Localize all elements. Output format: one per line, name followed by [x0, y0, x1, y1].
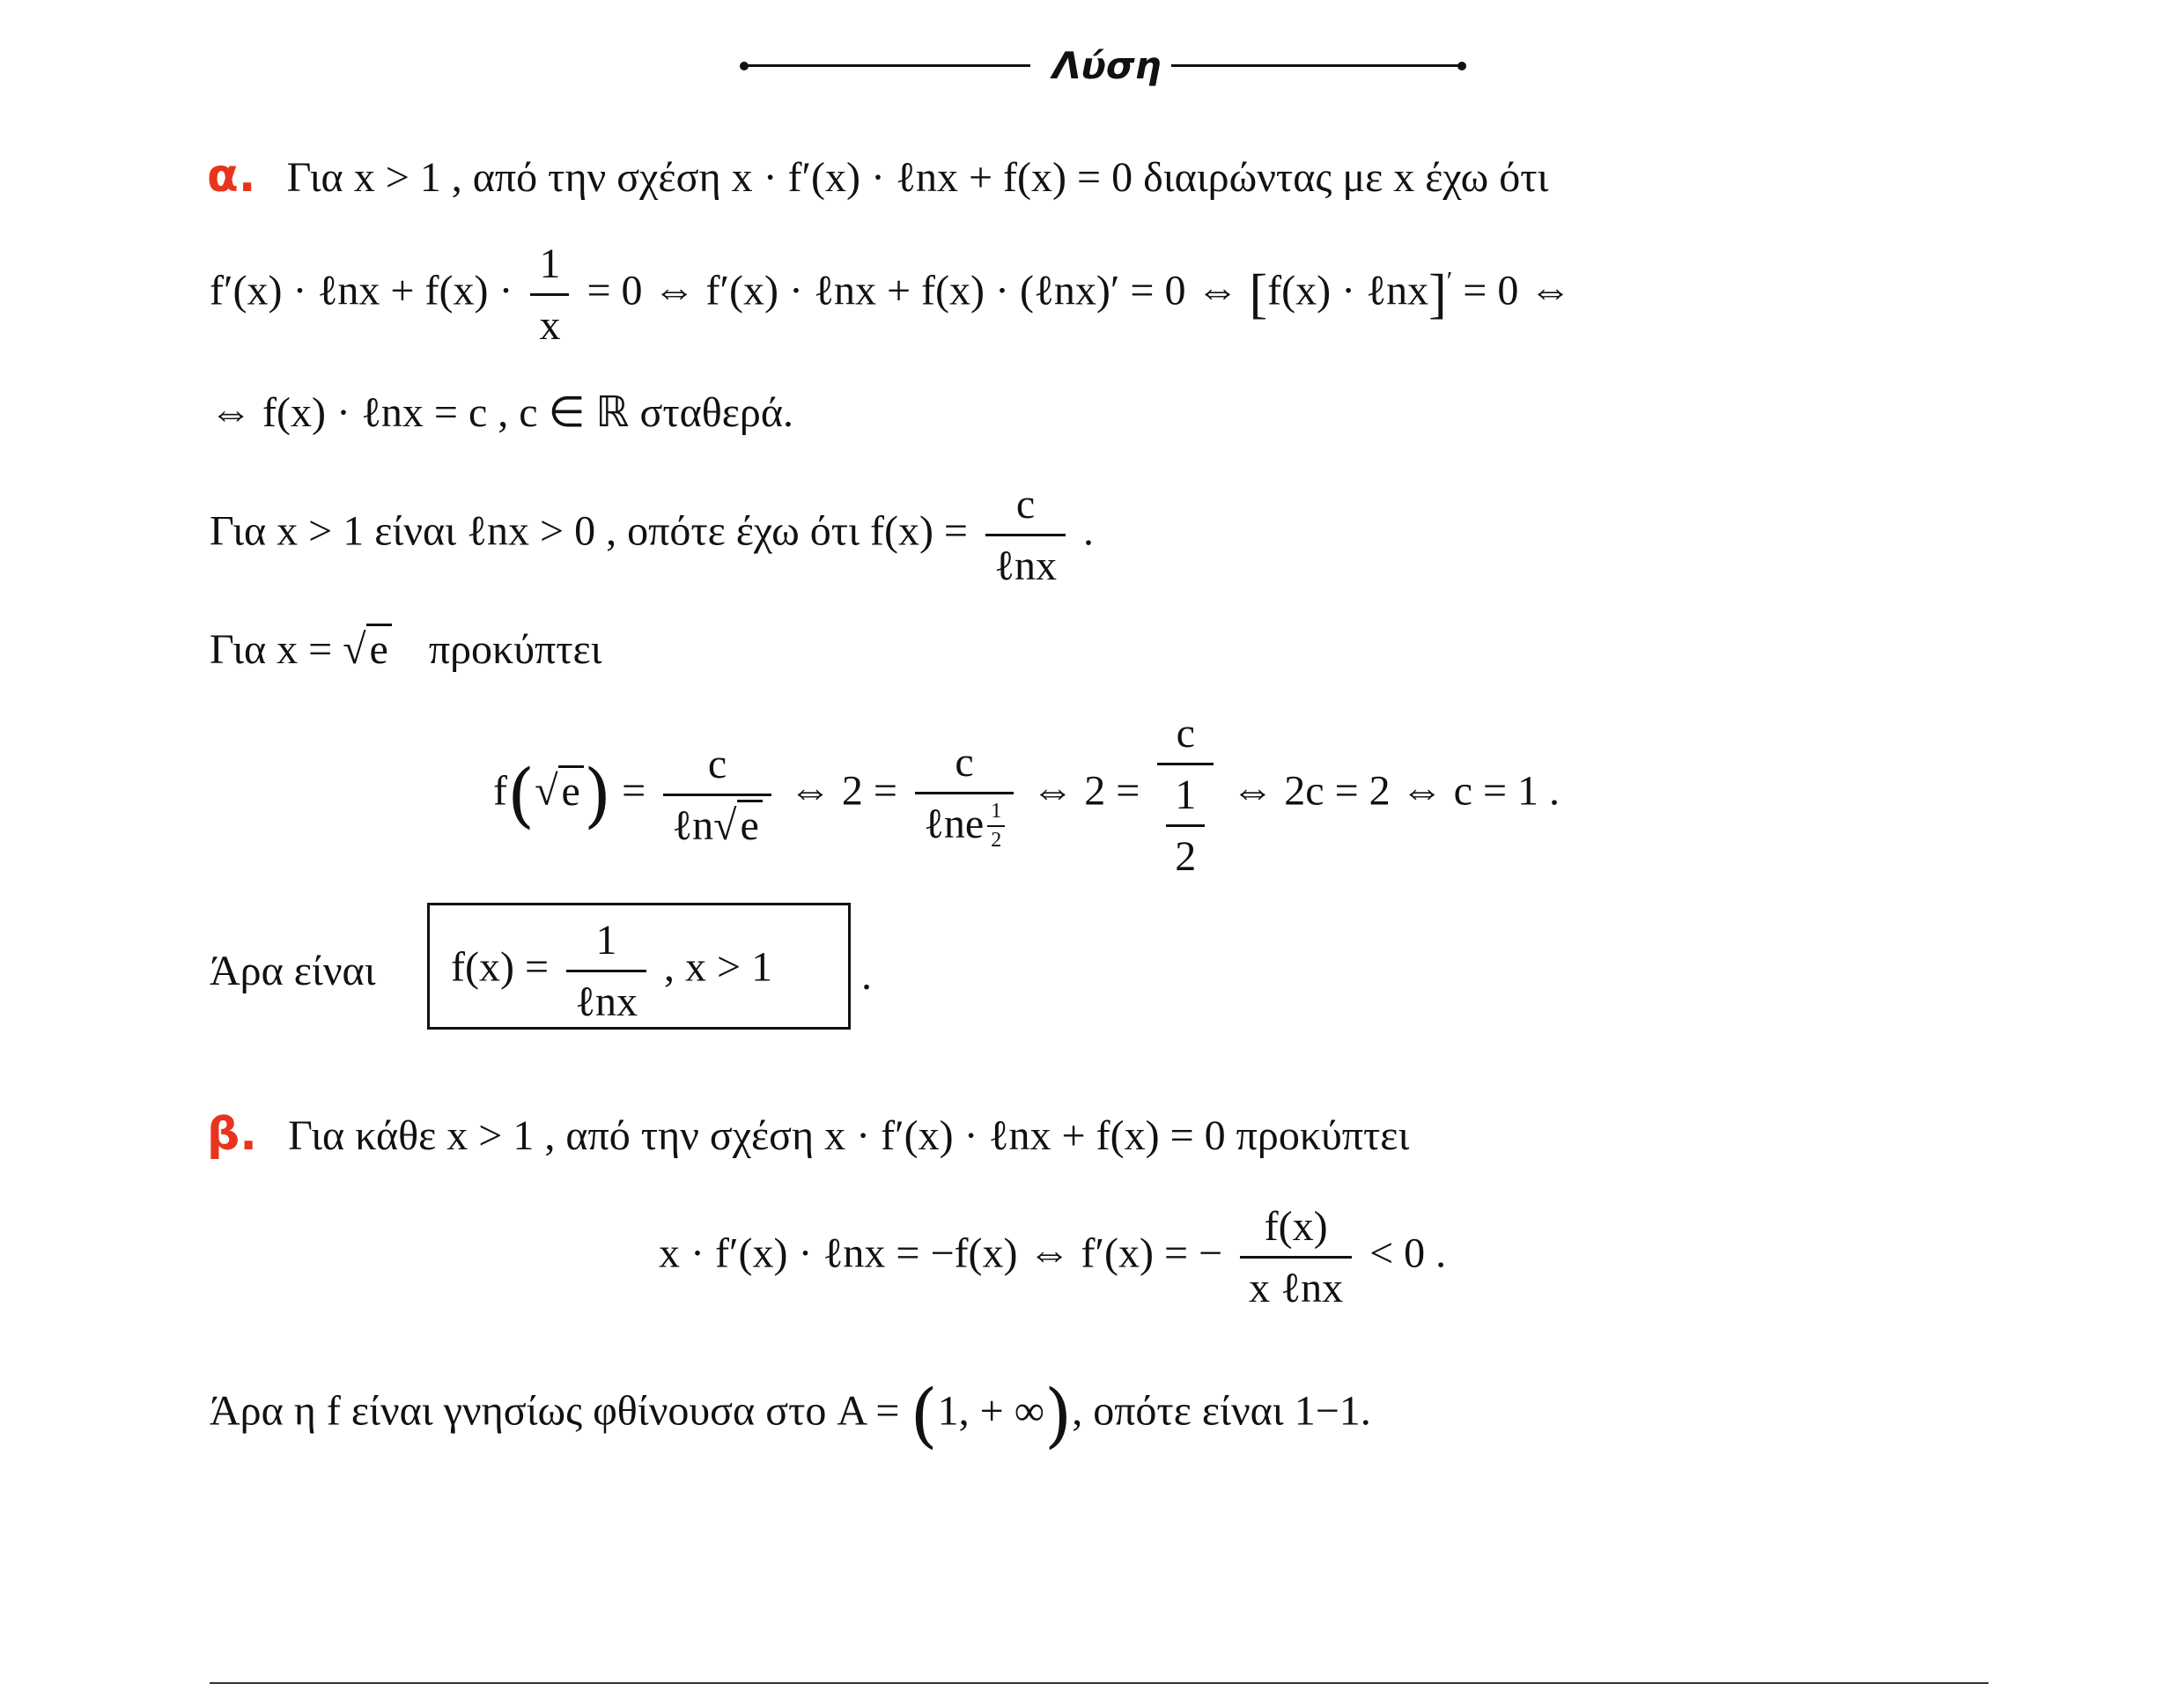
part-a-line3: ⇔ f(x) · ℓnx = c , c ∈ ℝ σταθερά. [210, 389, 793, 436]
conclusion-right: , οπότε είναι 1−1. [1072, 1387, 1371, 1435]
part-a-line5 [210, 625, 602, 674]
result-prefix: Άρα είναι [210, 948, 376, 994]
result-end: . [861, 952, 872, 999]
title-rule-left [744, 64, 1030, 67]
part-a-equation [493, 709, 1560, 881]
result-frac-den: ℓnx [566, 970, 646, 1026]
eq-frac3-inner-den: 2 [1166, 824, 1205, 881]
line2-fraction [530, 240, 569, 350]
part-b-line1-text: Για κάθε x > 1 , από την σχέση x · f′(x) · ℓnx + f(x) = 0 προκύπτει [288, 1112, 1410, 1159]
eq-frac2-den [915, 792, 1014, 853]
result-right: , x > 1 [664, 943, 773, 991]
conclusion-interval: 1, + ∞ [937, 1387, 1044, 1435]
part-b-frac-num: f(x) [1264, 1203, 1328, 1250]
eq-mid1: ⇔ 2 = [788, 767, 897, 815]
eq-paren-open: ( [506, 754, 535, 836]
eq-frac3-den [1157, 763, 1214, 881]
part-b-eq-right: < 0 . [1369, 1229, 1447, 1277]
part-a-line1 [207, 150, 1548, 203]
interval-paren-close: ) [1044, 1374, 1073, 1456]
line2-frac-den: x [530, 293, 569, 350]
eq-f: f [493, 767, 507, 815]
eq-frac2 [915, 738, 1014, 853]
line5-sqrt: e [366, 624, 392, 673]
interval-paren-open: ( [910, 1374, 938, 1456]
part-a-label: α. [207, 150, 256, 203]
eq-frac2-exponent [987, 800, 1005, 853]
eq-frac2-num: c [955, 738, 974, 786]
left-bracket: [ [1249, 264, 1268, 324]
eq-frac1-num: c [707, 741, 727, 787]
eq-mid2: ⇔ 2 = [1031, 767, 1140, 815]
line5-right: προκύπτει [428, 626, 602, 673]
line2-end: = 0 ⇔ [1463, 267, 1572, 314]
sqrt-symbol: √ [343, 626, 366, 673]
eq-frac2-exp-num: 1 [991, 799, 1002, 823]
eq-equals: = [622, 767, 646, 815]
eq-frac1 [663, 740, 771, 850]
right-bracket: ] [1428, 264, 1447, 324]
line2-bracket-inner: f(x) · ℓnx [1267, 267, 1429, 314]
part-b-fraction [1240, 1202, 1352, 1312]
title-rule-right [1171, 64, 1462, 67]
eq-frac2-den-text: ℓne [923, 800, 985, 847]
result-left: f(x) = [451, 943, 550, 991]
bottom-rule [210, 1682, 1988, 1684]
part-b-equation [659, 1202, 1446, 1312]
result-formula [451, 916, 772, 1026]
title-rule-right-dot [1457, 62, 1466, 70]
line2-left: f′(x) · ℓnx + f(x) · [210, 267, 513, 314]
eq-paren-close: ) [583, 754, 612, 836]
eq-frac1-den-sqrt: e [737, 800, 763, 849]
line2-frac-num: 1 [539, 240, 561, 287]
line5-left: Για x = [210, 626, 333, 673]
part-b-label: β. [207, 1108, 257, 1161]
part-a-line4 [210, 480, 1094, 590]
line4-frac-num: c [1015, 481, 1036, 528]
result-fraction [566, 916, 646, 1026]
eq-sqrt-symbol: √ [535, 767, 558, 815]
eq-frac1-sqrt-symbol: √ [713, 802, 737, 849]
line4-fraction [985, 480, 1066, 590]
line4-end: . [1083, 507, 1094, 555]
eq-frac3-inner [1166, 771, 1205, 881]
part-b-line1 [207, 1108, 1409, 1161]
conclusion-left: Άρα η f είναι γνησίως φθίνουσα στο A = [210, 1387, 900, 1435]
result-frac-num: 1 [595, 917, 617, 964]
eq-end: ⇔ 2c = 2 ⇔ c = 1 . [1231, 767, 1561, 815]
part-b-frac-den: x ℓnx [1240, 1256, 1352, 1312]
part-a-line2 [210, 240, 1571, 350]
eq-frac1-den [663, 794, 771, 850]
section-title: Λύση [1052, 44, 1162, 87]
part-a-line1-text: Για x > 1 , από την σχέση x · f′(x) · ℓnx + f(x) = 0 διαιρώντας με x έχω ότι [286, 154, 1549, 201]
part-b-eq-left: x · f′(x) · ℓnx = −f(x) ⇔ f′(x) = − [659, 1229, 1223, 1277]
eq-sqrt: e [558, 765, 584, 815]
eq-frac2-exp-den: 2 [987, 825, 1005, 853]
eq-frac3 [1157, 709, 1214, 881]
line4-left: Για x > 1 είναι ℓnx > 0 , οπότε έχω ότι f(x) = [210, 507, 968, 555]
prime-mark: ′ [1446, 266, 1453, 296]
line4-frac-den: ℓnx [985, 534, 1066, 590]
eq-frac3-inner-num: 1 [1175, 772, 1197, 818]
line2-right: = 0 ⇔ f′(x) · ℓnx + f(x) · (ℓnx)′ = 0 ⇔ [587, 267, 1239, 314]
part-b-conclusion [210, 1374, 1371, 1456]
eq-frac3-num: c [1176, 710, 1195, 757]
eq-frac1-den-pre: ℓn [672, 802, 714, 849]
